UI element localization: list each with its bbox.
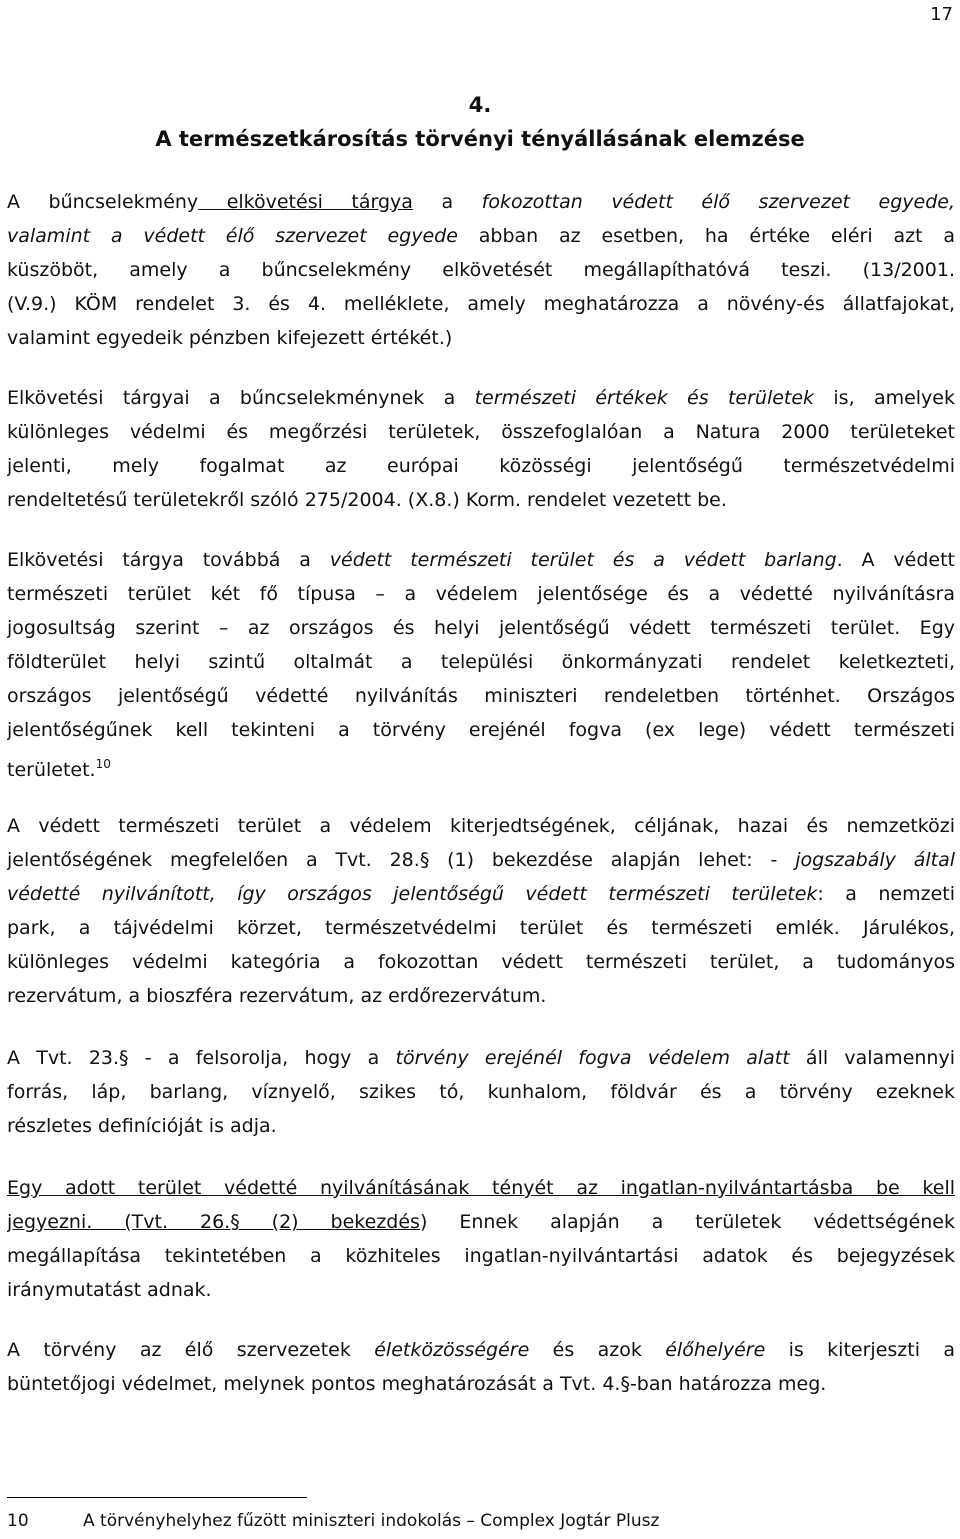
p3-line: természeti terület két fő típusa – a védelem jelentősége és a védetté nyilvánításra <box>7 583 955 605</box>
footnote <box>7 1511 659 1531</box>
p4-line: különleges védelmi kategória a fokozottan védett természeti terület, a tudományos <box>7 951 955 973</box>
p1-line: valamint a védett élő szervezet egyede abban az esetben, ha értéke eléri azt a <box>7 225 955 247</box>
p3-line: országos jelentőségű védetté nyilvánítás miniszteri rendeletben történhet. Országos <box>7 685 955 707</box>
p1-line: valamint egyedeik pénzben kifejezett értékét.) <box>7 327 453 349</box>
footnote-number: 10 <box>7 1511 29 1531</box>
p4-line: jelentőségének megfelelően a Tvt. 28.§ (1) bekezdése alapján lehet: - jogszabály által <box>7 849 955 871</box>
p3-line: területet.$^{10}$ <box>7 757 111 781</box>
p3-line: Elkövetési tárgya továbbá a védett természeti terület és a védett barlang. A védett <box>7 549 955 571</box>
p3-line: jogosultság szerint – az országos és helyi jelentőségű védett természeti terület. Egy <box>7 617 955 639</box>
p2-line: rendeltetésű területekről szóló 275/2004. (X.8.) Korm. rendelet vezetett be. <box>7 489 727 511</box>
p1-line: küszöböt, amely a bűncselekmény elkövetését megállapíthatóvá teszi. (13/2001. <box>7 259 955 281</box>
p4-line: park, a tájvédelmi körzet, természetvédelmi terület és természeti emlék. Járulékos, <box>7 917 955 939</box>
p2-line: jelenti, mely fogalmat az európai közösségi jelentőségű természetvédelmi <box>7 455 955 477</box>
p3-line: földterület helyi szintű oltalmát a települési önkormányzati rendelet keletkezteti, <box>7 651 955 673</box>
p2-line: Elkövetési tárgyai a bűncselekménynek a természeti értékek és területek is, amelyek <box>7 387 955 409</box>
p2-line: különleges védelmi és megőrzési területek, összefoglalóan a Natura 2000 területeket <box>7 421 955 443</box>
p7-line: A törvény az élő szervezetek életközösségére és azok élőhelyére is kiterjeszti a <box>7 1339 955 1361</box>
p4-line: védetté nyilvánított, így országos jelentőségű védett természeti területek: a nemzeti <box>7 883 955 905</box>
chapter-title: A természetkárosítás törvényi tényállásának elemzése <box>155 127 805 151</box>
p5-line: részletes definícióját is adja. <box>7 1115 277 1137</box>
p1-line: A bűncselekmény elkövetési tárgya a fokozottan védett élő szervezet egyede, <box>7 191 955 213</box>
p4-line: rezervátum, a bioszféra rezervátum, az erdőrezervátum. <box>7 985 547 1007</box>
p5-line: A Tvt. 23.§ - a felsorolja, hogy a törvény erejénél fogva védelem alatt áll valamennyi <box>7 1047 955 1069</box>
p7-line: büntetőjogi védelmet, melynek pontos meghatározását a Tvt. 4.§-ban határozza meg. <box>7 1373 827 1395</box>
chapter-number: 4. <box>468 93 492 117</box>
footnote-text: A törvényhelyhez fűzött miniszteri indokolás – Complex Jogtár Plusz <box>83 1511 660 1531</box>
p5-line: forrás, láp, barlang, víznyelő, szikes tó, kunhalom, földvár és a törvény ezeknek <box>7 1081 955 1103</box>
p1-line: (V.9.) KÖM rendelet 3. és 4. melléklete, amely meghatározza a növény-és állatfajokat, <box>7 293 955 315</box>
footnote-reference[interactable]: 10 <box>95 757 111 771</box>
p6-line: jegyezni. (Tvt. 26.§ (2) bekezdés) Ennek alapján a területek védettségének <box>7 1211 955 1233</box>
p6-line: iránymutatást adnak. <box>7 1279 212 1301</box>
p6-line: megállapítása tekintetében a közhiteles ingatlan-nyilvántartási adatok és bejegyzések <box>7 1245 955 1267</box>
page-number: 17 <box>930 4 953 25</box>
p3-line: jelentőségűnek kell tekinteni a törvény erejénél fogva (ex lege) védett természeti <box>7 719 955 741</box>
p4-line: A védett természeti terület a védelem kiterjedtségének, céljának, hazai és nemzetközi <box>7 815 955 837</box>
p6-line: Egy adott terület védetté nyilvánításának tényét az ingatlan-nyilvántartásba be kell <box>7 1177 955 1199</box>
footnote-separator <box>7 1497 307 1498</box>
